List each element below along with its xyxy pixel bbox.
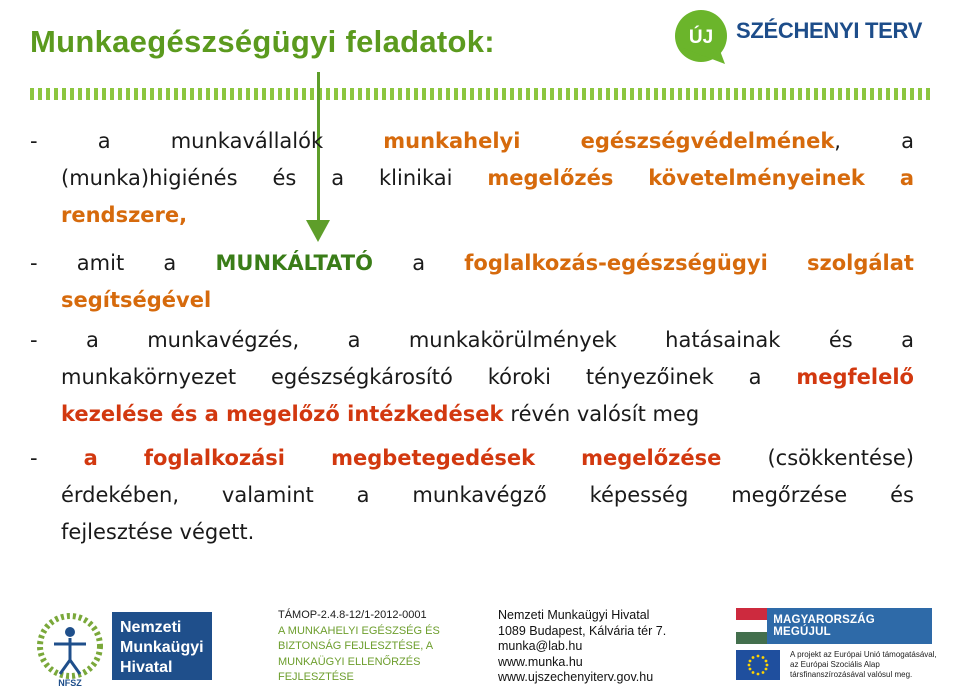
highlight-word: rendszere, (61, 203, 188, 227)
word: munkavégzés, (147, 328, 300, 352)
highlight-word: foglalkozás-egészségügyi (464, 251, 768, 275)
word: munkavállalók (170, 129, 324, 153)
highlight-word: munkahelyi (383, 129, 521, 153)
page-title: Munkaegészségügyi feladatok: (30, 24, 495, 59)
paragraph-3-line-3 (30, 396, 914, 433)
word: a (901, 328, 914, 352)
paragraph-1-line-1 (30, 123, 914, 160)
paragraph-4-line-3 (30, 514, 914, 551)
highlight-word: foglalkozási (143, 446, 285, 470)
project-desc-line: FEJLESZTÉSE (278, 671, 354, 683)
word: amit (76, 251, 125, 275)
paragraph-4-line-2 (30, 477, 914, 514)
word: a (97, 129, 111, 153)
paragraph-2-line-2 (30, 282, 914, 319)
phrase: fejlesztése végett. (61, 520, 255, 544)
word: megőrzése (731, 483, 848, 507)
paragraph-3-line-2 (30, 359, 914, 396)
word: munkakörnyezet (61, 365, 237, 389)
word: munkakörülmények (408, 328, 617, 352)
word: és (828, 328, 853, 352)
word: klinikai (379, 166, 453, 190)
word: tényezőinek (585, 365, 714, 389)
bullet: - (30, 446, 38, 470)
project-info (278, 608, 440, 686)
highlight-word: megbetegedések (331, 446, 536, 470)
uj-badge-icon (673, 6, 733, 66)
word: (csökkentése) (767, 446, 914, 470)
word: a (412, 251, 426, 275)
paragraph-2 (30, 245, 914, 319)
word: a (163, 251, 177, 275)
word: és (890, 483, 914, 507)
word: a (85, 328, 99, 352)
magyarorszag-megujul-banner (736, 608, 932, 644)
highlight-word: megelőzése (581, 446, 722, 470)
word: a (347, 328, 361, 352)
bullet: - (30, 251, 38, 275)
highlight-word: követelményeinek (648, 166, 865, 190)
word: és (272, 166, 297, 190)
header-divider (30, 88, 930, 100)
word-group (581, 123, 841, 160)
eu-funding-note (790, 650, 937, 680)
nfsz-emblem-icon (30, 608, 110, 688)
nmh-line: Nemzeti (120, 619, 182, 636)
highlight-word: segítségével (61, 288, 212, 312)
contact-address: 1089 Budapest, Kálvária tér 7. (498, 623, 667, 638)
nmh-line: Munkaügyi (120, 639, 204, 656)
word: (munka)higiénés (61, 166, 238, 190)
project-code: TÁMOP-2.4.8-12/1-2012-0001 (278, 609, 427, 621)
highlight-phrase: kezelése és a megelőző intézkedések (61, 402, 504, 426)
nfsz-abbr: NFSZ (58, 678, 82, 688)
footer (0, 600, 960, 694)
word: a (331, 166, 345, 190)
paragraph-3 (30, 322, 914, 433)
word: kóroki (487, 365, 551, 389)
word: hatásainak (665, 328, 781, 352)
word: a (748, 365, 762, 389)
project-desc-line: BIZTONSÁG FEJLESZTÉSE, A (278, 640, 434, 652)
logo-mark: ÚJ (688, 27, 714, 48)
bullet: - (30, 129, 38, 153)
word: a (356, 483, 370, 507)
phrase: révén valósít meg (510, 402, 700, 426)
highlight-word: megelőzés (487, 166, 614, 190)
logo-text: SZÉCHENYI TERV (736, 18, 923, 43)
paragraph-1-line-3 (30, 197, 914, 234)
employer-word: MUNKÁLTATÓ (215, 251, 373, 275)
highlight-word: szolgálat (807, 251, 914, 275)
paragraph-2-line-1 (30, 245, 914, 282)
project-desc-line: MUNKAÜGYI ELLENŐRZÉS (278, 655, 421, 668)
word: a (901, 129, 914, 153)
word: képesség (589, 483, 689, 507)
paragraph-3-line-1 (30, 322, 914, 359)
paragraph-4-line-1 (30, 440, 914, 477)
word: érdekében, (61, 483, 180, 507)
paragraph-4 (30, 440, 914, 551)
highlight-word: a (83, 446, 98, 470)
highlight-word: egészségvédelmének (580, 129, 835, 153)
eu-note-line: társfinanszírozásával valósul meg. (790, 670, 913, 679)
contact-email[interactable]: munka@lab.hu (498, 639, 583, 653)
word: valamint (221, 483, 314, 507)
contact-org: Nemzeti Munkaügyi Hivatal (498, 608, 650, 622)
nmh-line: Hivatal (120, 659, 173, 676)
paragraph-1-line-2 (30, 160, 914, 197)
word: egészségkárosító (270, 365, 453, 389)
eu-note-line: az Európai Szociális Alap (790, 660, 880, 669)
banner-text: MAGYARORSZÁG MEGÚJUL (773, 614, 875, 638)
contact-website[interactable]: www.ujszechenyiterv.gov.hu (498, 670, 654, 684)
highlight-word: a (899, 166, 914, 190)
project-desc-line: A MUNKAHELYI EGÉSZSÉG ÉS (278, 624, 440, 637)
word: munkavégző (412, 483, 547, 507)
bullet: - (30, 328, 38, 352)
contact-info (498, 608, 666, 686)
comma: , (834, 129, 841, 153)
highlight-word: megfelelő (796, 365, 914, 389)
contact-website[interactable]: www.munka.hu (498, 654, 583, 669)
eu-note-line: A projekt az Európai Unió támogatásával, (790, 650, 937, 659)
paragraph-1 (30, 123, 914, 234)
hungarian-flag-icon (736, 608, 767, 644)
nmh-logo (112, 612, 212, 680)
eu-flag-icon (736, 650, 780, 680)
